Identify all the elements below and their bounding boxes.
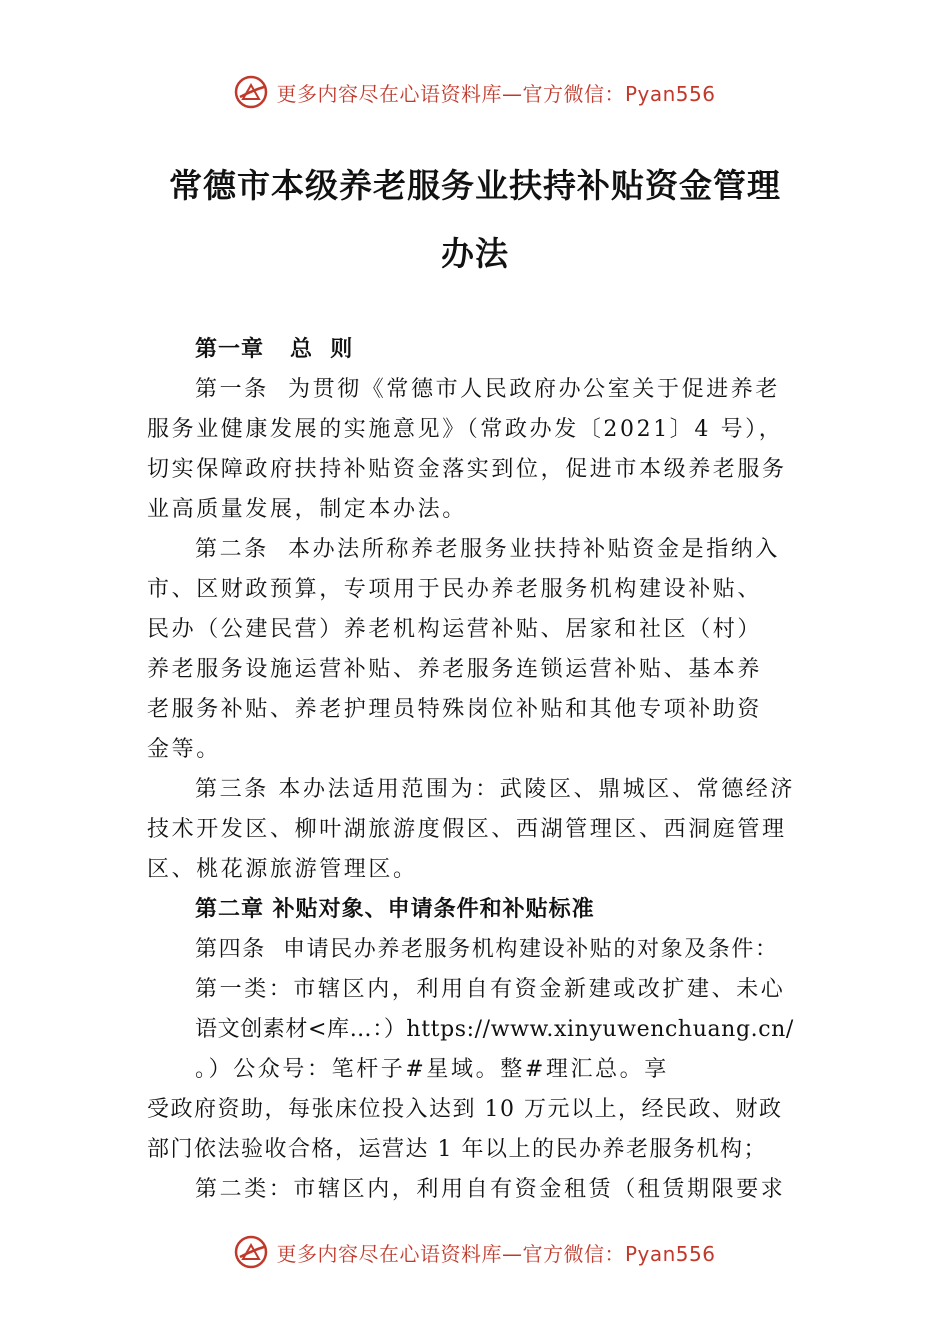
- body-line: 区、桃花源旅游管理区。: [147, 857, 418, 882]
- banner-text: 更多内容尽在心语资料库—官方微信：Pyan556: [276, 1241, 716, 1266]
- body-line: 市、区财政预算，专项用于民办养老服务机构建设补贴、: [147, 577, 763, 602]
- body-line: 受政府资助，每张床位投入达到 10 万元以上，经民政、财政: [147, 1097, 783, 1122]
- banner-text: 更多内容尽在心语资料库—官方微信：Pyan556: [276, 81, 716, 106]
- chapter-heading: 第二章 补贴对象、申请条件和补贴标准: [195, 897, 595, 922]
- brand-logo-icon: [234, 1235, 268, 1269]
- body-line: 切实保障政府扶持补贴资金落实到位，促进市本级养老服务: [147, 457, 787, 482]
- body-line: 业高质量发展，制定本办法。: [147, 497, 467, 522]
- chapter-heading: 第一章 总 则: [195, 337, 354, 362]
- body-line: 老服务补贴、养老护理员特殊岗位补贴和其他专项补助资: [147, 697, 763, 722]
- body-line: 民办（公建民营）养老机构运营补贴、居家和社区（村）: [147, 617, 763, 642]
- body-line: 第三条 本办法适用范围为：武陵区、鼎城区、常德经济: [195, 777, 795, 802]
- brand-logo-icon: [234, 75, 268, 109]
- body-line: 第二条 本办法所称养老服务业扶持补贴资金是指纳入: [195, 537, 780, 562]
- body-line: 金等。: [147, 737, 221, 762]
- body-line: 第一类：市辖区内，利用自有资金新建或改扩建、未心: [195, 977, 786, 1002]
- body-line: 语文创素材<库…：）https://www.xinyuwenchuang.cn/: [195, 1017, 794, 1042]
- body-line: 第四条 申请民办养老服务机构建设补贴的对象及条件：: [195, 937, 779, 962]
- document-title-line1: 常德市本级养老服务业扶持补贴资金管理: [169, 166, 781, 205]
- body-line: 。）公众号：笔杆子#星域。整#理汇总。享: [195, 1057, 669, 1082]
- body-line: 第二类：市辖区内，利用自有资金租赁（租赁期限要求: [195, 1177, 786, 1202]
- body-line: 养老服务设施运营补贴、养老服务连锁运营补贴、基本养: [147, 657, 763, 682]
- body-line: 服务业健康发展的实施意见》（常政办发〔2021〕4 号），: [147, 417, 784, 442]
- body-line: 第一条 为贯彻《常德市人民政府办公室关于促进养老: [195, 377, 780, 402]
- footer-watermark-banner: [0, 1230, 950, 1274]
- body-line: 部门依法验收合格，运营达 1 年以上的民办养老服务机构；: [147, 1137, 767, 1162]
- header-watermark-banner: [0, 70, 950, 114]
- body-line: 技术开发区、柳叶湖旅游度假区、西湖管理区、西洞庭管理: [147, 817, 787, 842]
- document-title-line2: 办法: [441, 234, 509, 273]
